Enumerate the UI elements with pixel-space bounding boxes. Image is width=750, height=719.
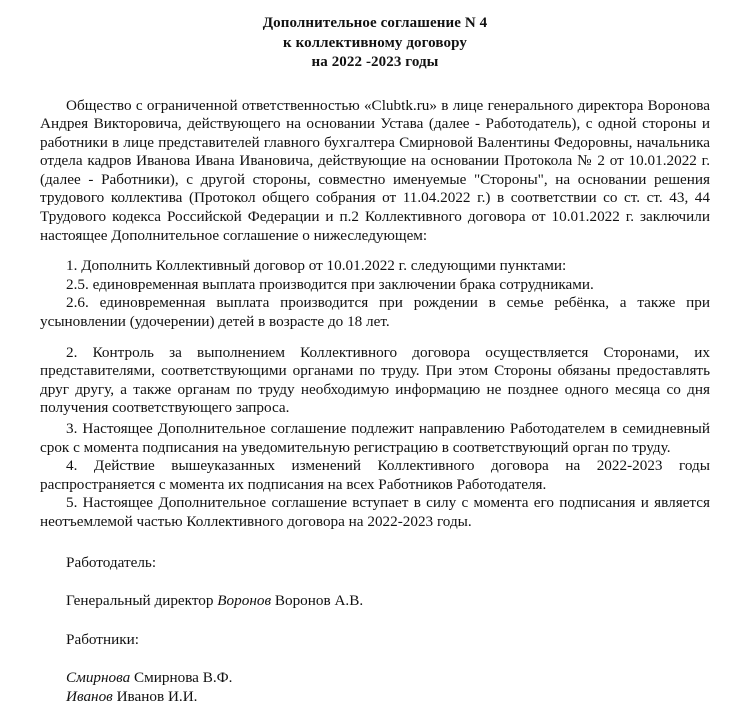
- spacer: [40, 572, 710, 592]
- employee-signature-row: [40, 688, 710, 707]
- title-line-3: на 2022 -2023 годы: [311, 54, 439, 70]
- employer-signature-row: [40, 592, 710, 611]
- spacer: [40, 611, 710, 631]
- clause-3: 3. Настоящее Дополнительное соглашение подлежит направлению Работодателем в семидневный срок с момента подписания на уведомительную регистрацию в соответствующий орган по труду.: [40, 420, 710, 456]
- employees-heading: Работники:: [66, 630, 139, 648]
- clause-4: 4. Действие вышеуказанных изменений Коллективного договора на 2022-2023 годы распространяется с момента их подписания на всех Работников Работодателя.: [40, 457, 710, 493]
- employer-name: Воронов А.В.: [274, 592, 364, 610]
- employee-handwritten-signature: Смирнова: [66, 669, 131, 687]
- employer-position: Генеральный директор: [66, 592, 214, 610]
- title-line-2: к коллективному договору: [283, 34, 467, 51]
- employee-name: Иванов И.И.: [116, 687, 198, 705]
- spacer: [40, 245, 710, 257]
- employee-name: Смирнова В.Ф.: [134, 669, 233, 687]
- preamble-paragraph: Общество с ограниченной ответственностью «Clubtk.ru» в лице генерального директора Воронова Андрея Викторовича, действующего на основании Устава (далее - Работодатель), с одной стороны и работники в лице представителей главного бухгалтера Смирновой Валентины Федоровны, начальника отдела кадров Иванова Ивана Ивановича, действующие на основании Протокола № 2 от 10.01.2022 г. (далее - Работники), с другой стороны, совместно именуемые "Стороны", на основании решения трудового коллектива (Протокол общего собрания от 11.04.2022 г.) в соответствии со ст. ст. 43, 44 Трудового кодекса Российской Федерации и п.2 Коллективного договора от 10.01.2022 г. заключили настоящее Дополнительное соглашение о нижеследующем:: [40, 96, 710, 244]
- employee-signature-row: [40, 669, 710, 688]
- employee-handwritten-signature: Иванов: [66, 687, 113, 705]
- clause-1: 1. Дополнить Коллективный договор от 10.01.2022 г. следующими пунктами:: [66, 257, 567, 275]
- page-title: [40, 14, 710, 73]
- spacer: [40, 649, 710, 669]
- clause-5: 5. Настоящее Дополнительное соглашение вступает в силу с момента его подписания и является неотъемлемой частью Коллективного договора на 2022-2023 годы.: [40, 494, 710, 530]
- spacer: [40, 332, 710, 344]
- spacer: [40, 79, 710, 97]
- subclause-2-6: 2.6. единовременная выплата производится при рождении в семье ребёнка, а также при усыновлении (удочерении) детей в возрасте до 18 лет.: [40, 294, 710, 331]
- spacer: [40, 532, 710, 554]
- employer-heading: Работодатель:: [66, 553, 157, 571]
- clause-2: 2. Контроль за выполнением Коллективного договора осуществляется Сторонами, их представителями, соответствующими органами по труду. При этом Стороны обязаны предоставлять друг другу, а также органам по труду необходимую информацию не позднее одного месяца со дня получения соответствующего запроса.: [40, 343, 710, 417]
- employer-handwritten-signature: Воронов: [217, 592, 272, 610]
- subclause-2-5: 2.5. единовременная выплата производится при заключении брака сотрудниками.: [66, 275, 594, 293]
- title-line-1: Дополнительное соглашение N 4: [262, 15, 488, 31]
